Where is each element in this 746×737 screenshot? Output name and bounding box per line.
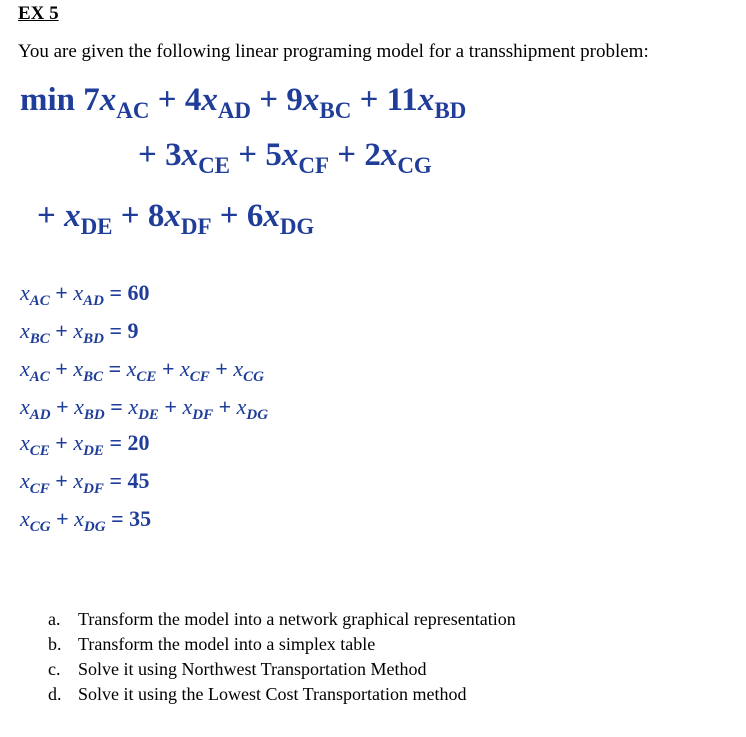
sub: AD xyxy=(217,98,252,123)
coef: 5 xyxy=(265,137,282,173)
op: + xyxy=(359,82,379,118)
objective-line-1 xyxy=(20,82,467,123)
op: + xyxy=(56,506,69,531)
var: x xyxy=(233,356,244,381)
var: x xyxy=(73,280,84,305)
constraint-1 xyxy=(20,280,150,309)
task-text: Solve it using Northwest Transportation Method xyxy=(78,659,427,679)
task-item xyxy=(48,659,516,684)
coef: 2 xyxy=(364,137,381,173)
sub: CG xyxy=(243,369,264,385)
var: x xyxy=(20,280,30,305)
var: x xyxy=(417,82,435,118)
constraint-5 xyxy=(20,430,150,459)
var: x xyxy=(20,318,30,343)
sub: BC xyxy=(29,331,50,347)
var: x xyxy=(20,430,30,455)
op: + xyxy=(164,394,177,419)
var: x xyxy=(74,506,84,531)
op: + xyxy=(55,356,68,381)
rhs: 35 xyxy=(129,506,152,531)
constraint-4 xyxy=(20,394,269,423)
sub: BD xyxy=(83,331,104,347)
var: x xyxy=(302,82,320,118)
var: x xyxy=(164,198,181,234)
var: x xyxy=(128,394,139,419)
sub: CG xyxy=(397,153,432,178)
constraint-6 xyxy=(20,468,150,497)
op: + xyxy=(55,280,68,305)
eq: = xyxy=(109,430,122,455)
task-text: Transform the model into a simplex table xyxy=(78,634,376,654)
var: x xyxy=(281,137,299,173)
var: x xyxy=(236,394,247,419)
objective-line-2 xyxy=(138,137,432,178)
task-letter: b. xyxy=(48,634,62,654)
coef: 6 xyxy=(246,198,264,234)
task-text: Transform the model into a network graphical representation xyxy=(78,609,516,629)
sub: BD xyxy=(434,98,467,123)
op: + xyxy=(37,198,56,234)
sub: DE xyxy=(83,443,104,459)
rhs: 9 xyxy=(127,318,139,343)
var: x xyxy=(380,137,398,173)
sub: BD xyxy=(83,407,105,423)
var: x xyxy=(73,468,84,493)
objective-line-3 xyxy=(37,198,315,239)
eq: = xyxy=(110,394,123,419)
sub: AC xyxy=(29,369,50,385)
intro-text: You are given the following linear programing model for a transshipment problem: xyxy=(18,41,649,62)
var: x xyxy=(73,430,84,455)
coef: 9 xyxy=(286,82,303,118)
exercise-heading: EX 5 xyxy=(18,3,59,24)
sub: AC xyxy=(116,98,150,123)
coef: 4 xyxy=(184,82,202,118)
var: x xyxy=(20,468,30,493)
sub: BC xyxy=(319,98,352,123)
var: x xyxy=(64,198,81,234)
sub: DG xyxy=(246,407,269,423)
coef: 7 xyxy=(83,82,100,118)
coef: 3 xyxy=(165,137,182,173)
eq: = xyxy=(109,468,122,493)
op: + xyxy=(55,318,68,343)
var: x xyxy=(73,318,84,343)
var: x xyxy=(74,394,84,419)
sub: CE xyxy=(136,369,157,385)
coef: 11 xyxy=(386,82,418,118)
op: + xyxy=(161,356,175,381)
op: + xyxy=(56,394,69,419)
sub: DE xyxy=(138,407,159,423)
task-item xyxy=(48,684,516,709)
op: + xyxy=(55,430,68,455)
eq: = xyxy=(111,506,124,531)
var: x xyxy=(20,506,30,531)
var: x xyxy=(201,82,218,118)
sub: AD xyxy=(29,407,51,423)
sub: CE xyxy=(198,153,231,178)
sub: CE xyxy=(29,443,50,459)
eq: = xyxy=(108,356,122,381)
var: x xyxy=(263,198,280,234)
var: x xyxy=(126,356,137,381)
task-letter: d. xyxy=(48,684,62,704)
sub: AD xyxy=(83,293,104,309)
op: + xyxy=(238,137,258,173)
var: x xyxy=(20,394,30,419)
var: x xyxy=(181,137,199,173)
eq: = xyxy=(109,280,122,305)
op: + xyxy=(138,137,157,173)
var: x xyxy=(73,356,84,381)
sub: AC xyxy=(29,293,50,309)
task-list xyxy=(48,609,516,709)
sub: CG xyxy=(29,519,51,535)
constraint-3 xyxy=(20,356,264,385)
sub: CF xyxy=(189,369,210,385)
constraint-7 xyxy=(20,506,152,535)
op: + xyxy=(259,82,279,118)
sub: DF xyxy=(83,481,104,497)
task-item xyxy=(48,609,516,634)
rhs: 45 xyxy=(127,468,150,493)
sub: DG xyxy=(279,214,315,239)
coef: 8 xyxy=(147,198,165,234)
task-letter: c. xyxy=(48,659,61,679)
op: + xyxy=(337,137,357,173)
rhs: 20 xyxy=(127,430,150,455)
op: + xyxy=(120,198,140,234)
var: x xyxy=(179,356,190,381)
var: x xyxy=(182,394,193,419)
task-text: Solve it using the Lowest Cost Transportation method xyxy=(78,684,467,704)
eq: = xyxy=(109,318,122,343)
op: + xyxy=(219,198,239,234)
task-item xyxy=(48,634,516,659)
sub: DG xyxy=(83,519,106,535)
task-letter: a. xyxy=(48,609,61,629)
op: + xyxy=(215,356,228,381)
sub: DF xyxy=(192,407,214,423)
min-keyword: min xyxy=(20,82,76,118)
sub: CF xyxy=(29,481,50,497)
sub: DF xyxy=(180,214,212,239)
rhs: 60 xyxy=(127,280,150,305)
op: + xyxy=(157,82,177,118)
sub: DE xyxy=(80,214,113,239)
sub: BC xyxy=(83,369,104,385)
op: + xyxy=(218,394,232,419)
var: x xyxy=(20,356,30,381)
op: + xyxy=(55,468,68,493)
sub: CF xyxy=(298,153,329,178)
constraint-2 xyxy=(20,318,139,347)
var: x xyxy=(99,82,117,118)
